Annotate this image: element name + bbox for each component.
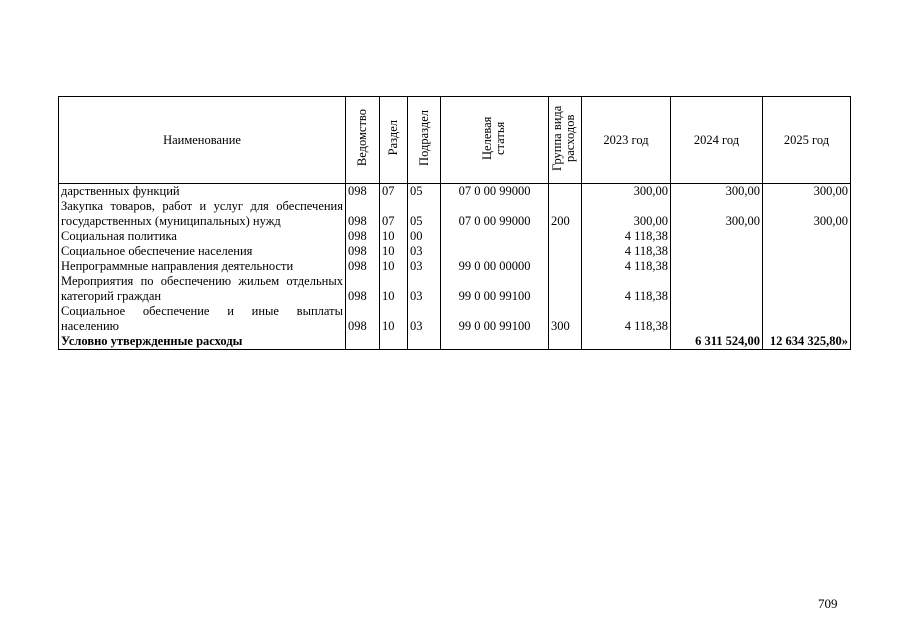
row-section [380,334,408,350]
row-dept: 098 [346,199,380,229]
row-y2024: 6 311 524,00 [671,334,763,350]
row-subsection: 00 [408,229,441,244]
row-y2023: 300,00 [582,184,671,200]
row-y2025: 300,00 [763,184,851,200]
row-target: 07 0 00 99000 [441,184,549,200]
row-y2024 [671,274,763,304]
row-section: 10 [380,304,408,334]
row-dept: 098 [346,244,380,259]
row-subsection [408,334,441,350]
table-row [59,199,851,229]
row-y2023: 4 118,38 [582,304,671,334]
header-dept: Ведомство [346,97,380,184]
header-section: Раздел [380,97,408,184]
row-target: 99 0 00 99100 [441,274,549,304]
row-group [549,229,582,244]
row-group [549,184,582,200]
row-dept: 098 [346,184,380,200]
row-name: Социальное обеспечение населения [59,244,346,259]
table-row [59,304,851,334]
row-group: 200 [549,199,582,229]
row-y2024: 300,00 [671,199,763,229]
row-y2024 [671,304,763,334]
row-section: 07 [380,199,408,229]
header-y2023: 2023 год [582,97,671,184]
row-y2024 [671,229,763,244]
header-y2024: 2024 год [671,97,763,184]
row-dept: 098 [346,259,380,274]
row-section: 10 [380,259,408,274]
row-group [549,274,582,304]
header-subsection: Подраздел [408,97,441,184]
row-target [441,229,549,244]
row-y2025 [763,274,851,304]
row-name: Социальная политика [59,229,346,244]
row-dept: 098 [346,274,380,304]
row-y2023: 300,00 [582,199,671,229]
row-section: 10 [380,244,408,259]
row-y2025: 300,00 [763,199,851,229]
row-group [549,244,582,259]
header-group: Группа вида расходов [549,97,582,184]
row-name: Мероприятия по обеспечению жильем отдельных категорий граждан [59,274,346,304]
row-target: 07 0 00 99000 [441,199,549,229]
table-row [59,274,851,304]
row-group [549,334,582,350]
row-group: 300 [549,304,582,334]
row-name: Условно утвержденные расходы [59,334,346,350]
row-dept [346,334,380,350]
row-name: Закупка товаров, работ и услуг для обеспечения государственных (муниципальных) нужд [59,199,346,229]
row-dept: 098 [346,229,380,244]
row-y2025 [763,259,851,274]
table-row-total [59,334,851,350]
row-subsection: 03 [408,274,441,304]
row-y2023: 4 118,38 [582,274,671,304]
row-y2023: 4 118,38 [582,244,671,259]
row-target [441,334,549,350]
row-target: 99 0 00 99100 [441,304,549,334]
row-name: дарственных функций [59,184,346,200]
row-subsection: 03 [408,259,441,274]
page-number: 709 [818,596,838,611]
table-row [59,184,851,200]
row-y2024 [671,259,763,274]
row-section: 10 [380,274,408,304]
row-name: Непрограммные направления деятельности [59,259,346,274]
row-y2025 [763,304,851,334]
row-y2025 [763,244,851,259]
table-row [59,259,851,274]
row-subsection: 05 [408,199,441,229]
header-target: Целевая статья [441,97,549,184]
row-y2025 [763,229,851,244]
header-name: Наименование [59,97,346,184]
budget-table [58,96,851,350]
row-y2024: 300,00 [671,184,763,200]
row-target [441,244,549,259]
table-header-row [59,97,851,184]
row-group [549,259,582,274]
row-y2023: 4 118,38 [582,259,671,274]
row-y2024 [671,244,763,259]
row-y2025: 12 634 325,80» [763,334,851,350]
header-y2025: 2025 год [763,97,851,184]
row-y2023: 4 118,38 [582,229,671,244]
table-row [59,244,851,259]
row-dept: 098 [346,304,380,334]
row-subsection: 05 [408,184,441,200]
row-subsection: 03 [408,304,441,334]
row-name: Социальное обеспечение и иные выплаты населению [59,304,346,334]
row-subsection: 03 [408,244,441,259]
row-section: 10 [380,229,408,244]
row-section: 07 [380,184,408,200]
table-row [59,229,851,244]
row-target: 99 0 00 00000 [441,259,549,274]
row-y2023 [582,334,671,350]
